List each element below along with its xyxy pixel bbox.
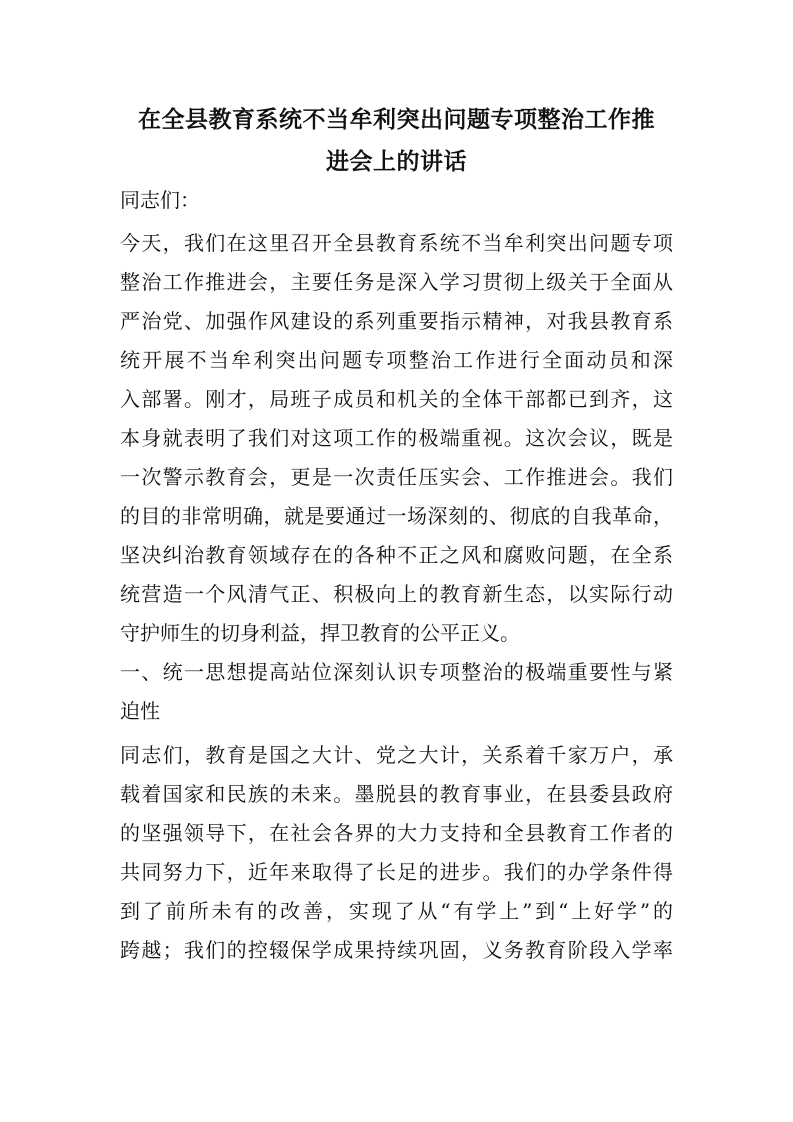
intro-line-1: 今天，我们在这里召开全县教育系统不当牟利突出问题专项	[120, 231, 673, 255]
body-line-3: 的坚强领导下，在社会各界的大力支持和全县教育工作者的	[120, 821, 673, 845]
intro-line-11: 守护师生的切身利益，捍卫教育的公平正义。	[120, 621, 520, 645]
document-title-line-2: 进会上的讲话	[326, 149, 467, 175]
section-heading-line-2: 迫性	[120, 699, 160, 723]
intro-line-3: 严治党、加强作风建设的系列重要指示精神，对我县教育系	[120, 309, 673, 333]
intro-line-8: 的目的非常明确，就是要通过一场深刻的、彻底的自我革命，	[120, 504, 673, 528]
intro-line-2: 整治工作推进会，主要任务是深入学习贯彻上级关于全面从	[120, 270, 673, 294]
intro-line-6: 本身就表明了我们对这项工作的极端重视。这次会议，既是	[120, 426, 673, 450]
intro-line-5: 入部署。刚才，局班子成员和机关的全体干部都已到齐，这	[120, 387, 673, 411]
body-line-2: 载着国家和民族的未来。墨脱县的教育事业，在县委县政府	[120, 782, 673, 806]
body-line-1: 同志们，教育是国之大计、党之大计，关系着千家万户，承	[120, 743, 673, 767]
document-title-line-1: 在全县教育系统不当牟利突出问题专项整治工作推	[138, 107, 655, 133]
intro-line-9: 坚决纠治教育领域存在的各种不正之风和腐败问题，在全系	[120, 543, 673, 567]
body-line-6: 跨越；我们的控辍保学成果持续巩固，义务教育阶段入学率	[120, 938, 673, 962]
body-line-5: 到了前所未有的改善，实现了从“有学上”到“上好学”的	[120, 899, 673, 923]
intro-line-4: 统开展不当牟利突出问题专项整治工作进行全面动员和深	[120, 348, 673, 372]
intro-line-10: 统营造一个风清气正、积极向上的教育新生态，以实际行动	[120, 582, 673, 606]
intro-line-7: 一次警示教育会，更是一次责任压实会、工作推进会。我们	[120, 465, 673, 489]
section-heading-line-1: 一、统一思想提高站位深刻认识专项整治的极端重要性与紧	[120, 660, 673, 684]
body-line-4: 共同努力下，近年来取得了长足的进步。我们的办学条件得	[120, 860, 673, 884]
salutation: 同志们：	[120, 188, 200, 212]
